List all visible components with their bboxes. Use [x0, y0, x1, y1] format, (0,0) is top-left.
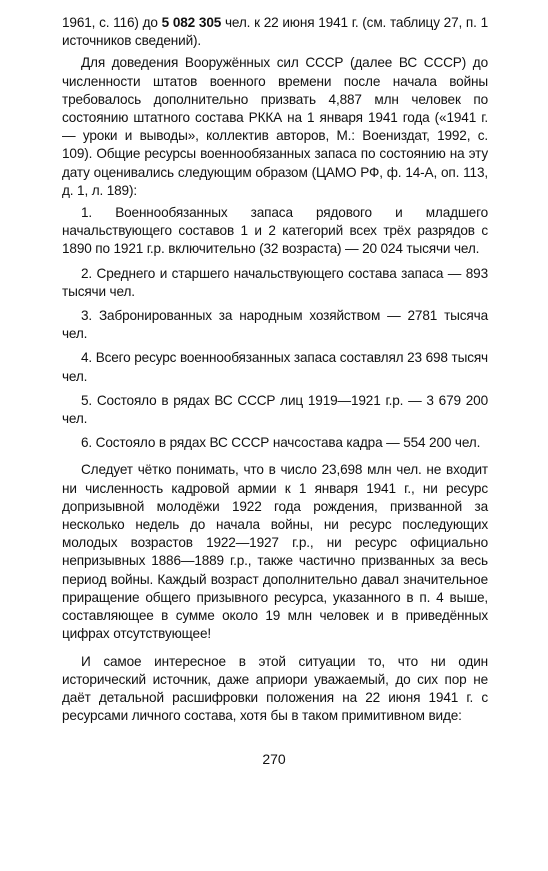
- top-fragment-start: 1961, с. 116) до: [62, 15, 162, 30]
- list-item: 3. Забронированных за народным хозяйством — 2781 тысяча чел.: [62, 308, 488, 342]
- top-fragment: [62, 14, 488, 50]
- list-item: 2. Среднего и старшего начальствующего состава запаса — 893 тысячи чел.: [62, 265, 488, 299]
- paragraph-final: И самое интересное в этой ситуации то, что ни один исторический источник, даже априори уважаемый, до сих пор не даёт детальной расшифровки положения на 22 июня 1941 г. с ресурсами личного состава, хотя бы в таком примитивном виде:: [62, 653, 488, 724]
- paragraph-analysis: Следует чётко понимать, что в число 23,698 млн чел. не входит ни численность кадровой армии к 1 января 1941 г., ни ресурс допризывной молодёжи 1922 года рождения, призванной за несколько недель до начала войны, ни ресурс последующих молодых возрастов 1922—1927 г.р., ни ресурс официально непризывных 1886—1889 г.р., также частично призванных за весь период войны. Каждый возраст дополнительно давал значительное приращение общего призывного ресурса, указанного в п. 4 выше, составляющее в сумме около 19 млн человек и в приведённых цифрах отсутствующее!: [62, 462, 488, 642]
- resource-list: [62, 204, 488, 452]
- list-item: 4. Всего ресурс военнообязанных запаса составлял 23 698 тысяч чел.: [62, 350, 488, 384]
- list-item: 6. Состояло в рядах ВС СССР начсостава кадра — 554 200 чел.: [81, 435, 481, 451]
- list-item: 1. Военнообязанных запаса рядового и младшего начальствующего составов 1 и 2 категорий всех трёх разрядов с 1890 по 1921 г.р. включительно (32 возраста) — 20 024 тысячи чел.: [62, 205, 488, 257]
- top-fragment-bold-number: 5 082 305: [161, 15, 222, 30]
- top-fragment-end: чел. к 22 июня 1941 г. (см. таблицу 27, п. 1 источников сведений).: [62, 15, 489, 49]
- list-item: 5. Состояло в рядах ВС СССР лиц 1919—1921 г.р. — 3 679 200 чел.: [62, 392, 488, 427]
- page-body: [62, 14, 488, 725]
- page-number: 270: [262, 751, 286, 767]
- paragraph-intro: Для доведения Вооружённых сил СССР (далее ВС СССР) до численности штатов военного времени после начала войны требовалось дополнительно призвать 4,887 млн человек по состоянию штатного состава РККА на 1 января 1941 года («1941 г. — уроки и выводы», коллектив авторов, М.: Воениздат, 1992, с. 109). Общие ресурсы военнообязанных запаса по состоянию на эту дату оценивались следующим образом (ЦАМО РФ, ф. 14-А, оп. 113, д. 1, л. 189):: [62, 55, 488, 198]
